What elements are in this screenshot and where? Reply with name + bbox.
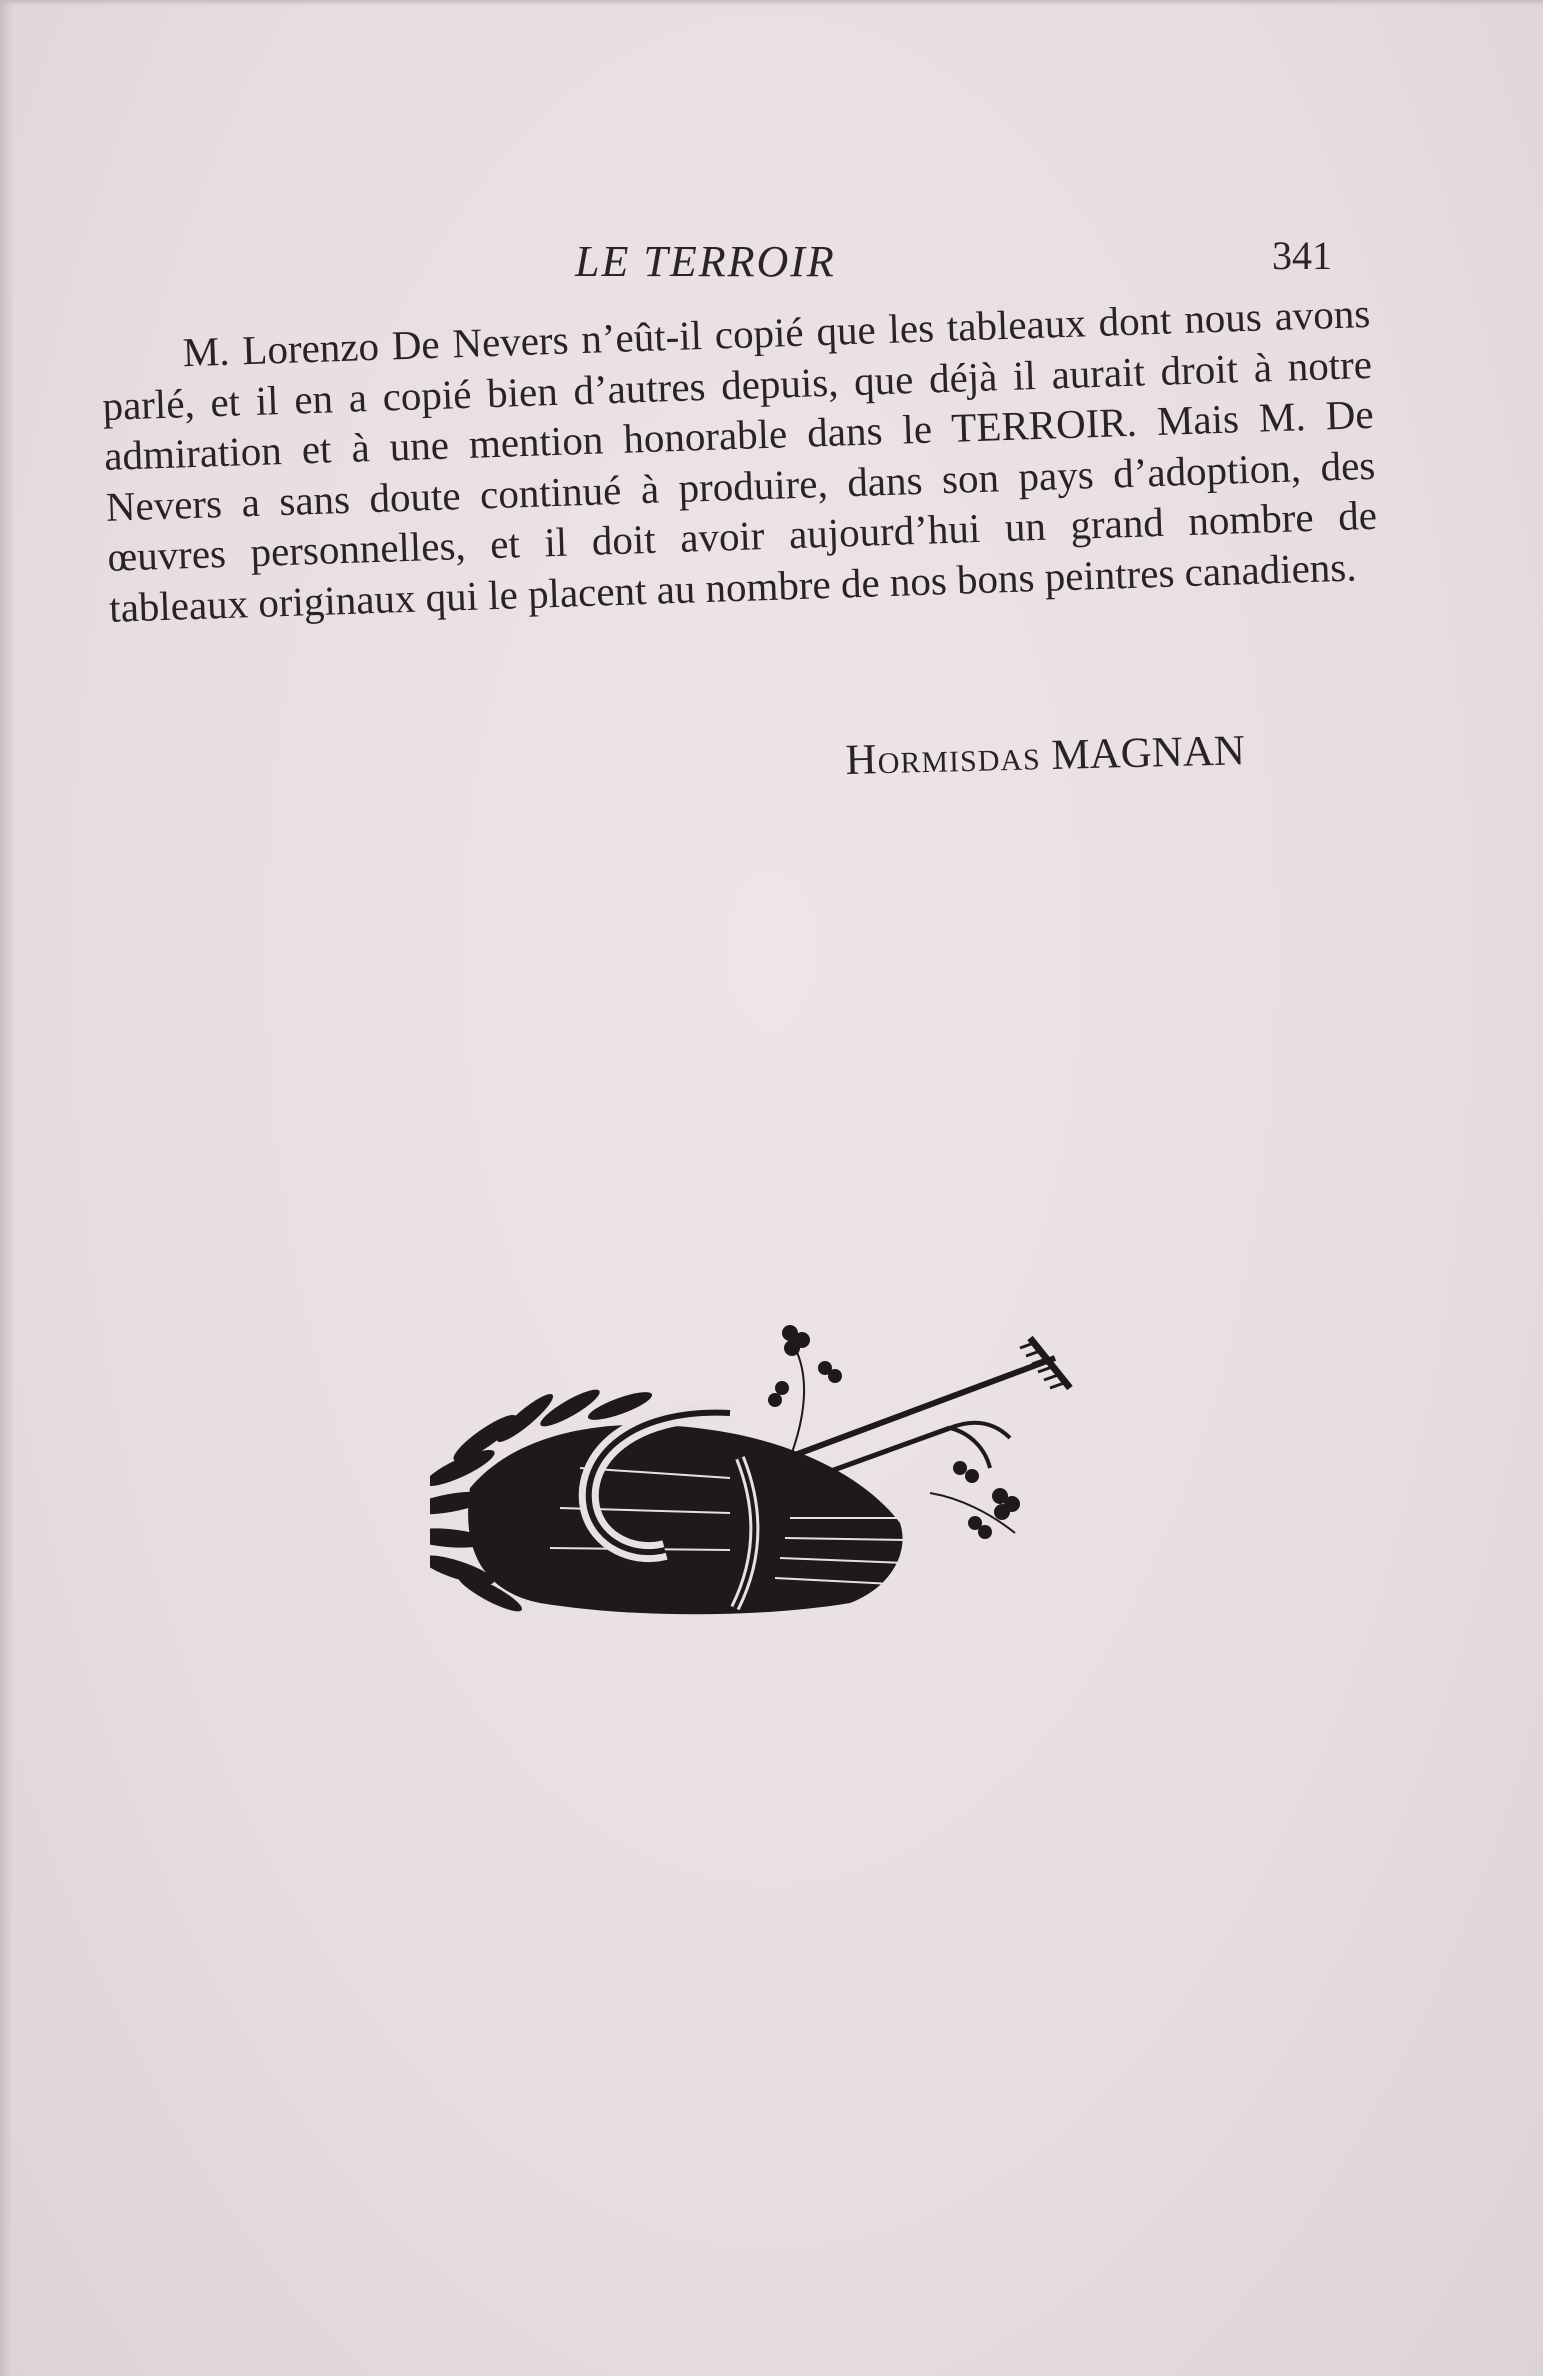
body-paragraph: M. Lorenzo De Nevers n’eût-il copié que les tableaux dont nous avons parlé, et il en a copié bien d’autres depuis, que déjà il aurait droit à notre admiration et à une mention honorable dans le TERROIR. Mais M. De Nevers a sans doute continué à produire, dans son pays d’adoption, des œuvres personnelles, et il doit avoir aujourd’hui un grand nombre de tableaux originaux qui le placent au nombre de nos bons peintres canadiens.: [101, 289, 1378, 631]
author-first-name: Hormisdas: [845, 732, 1042, 784]
page-left-edge: [0, 0, 14, 2376]
running-title: LE TERROIR: [575, 237, 836, 286]
wheat-sheaf-sickle-rake-icon: [430, 1318, 1080, 1623]
page-number: 341: [1272, 233, 1332, 278]
author-signature: [845, 726, 1245, 785]
page-top-edge: [0, 0, 1543, 6]
author-last-name: MAGNAN: [1050, 727, 1246, 779]
